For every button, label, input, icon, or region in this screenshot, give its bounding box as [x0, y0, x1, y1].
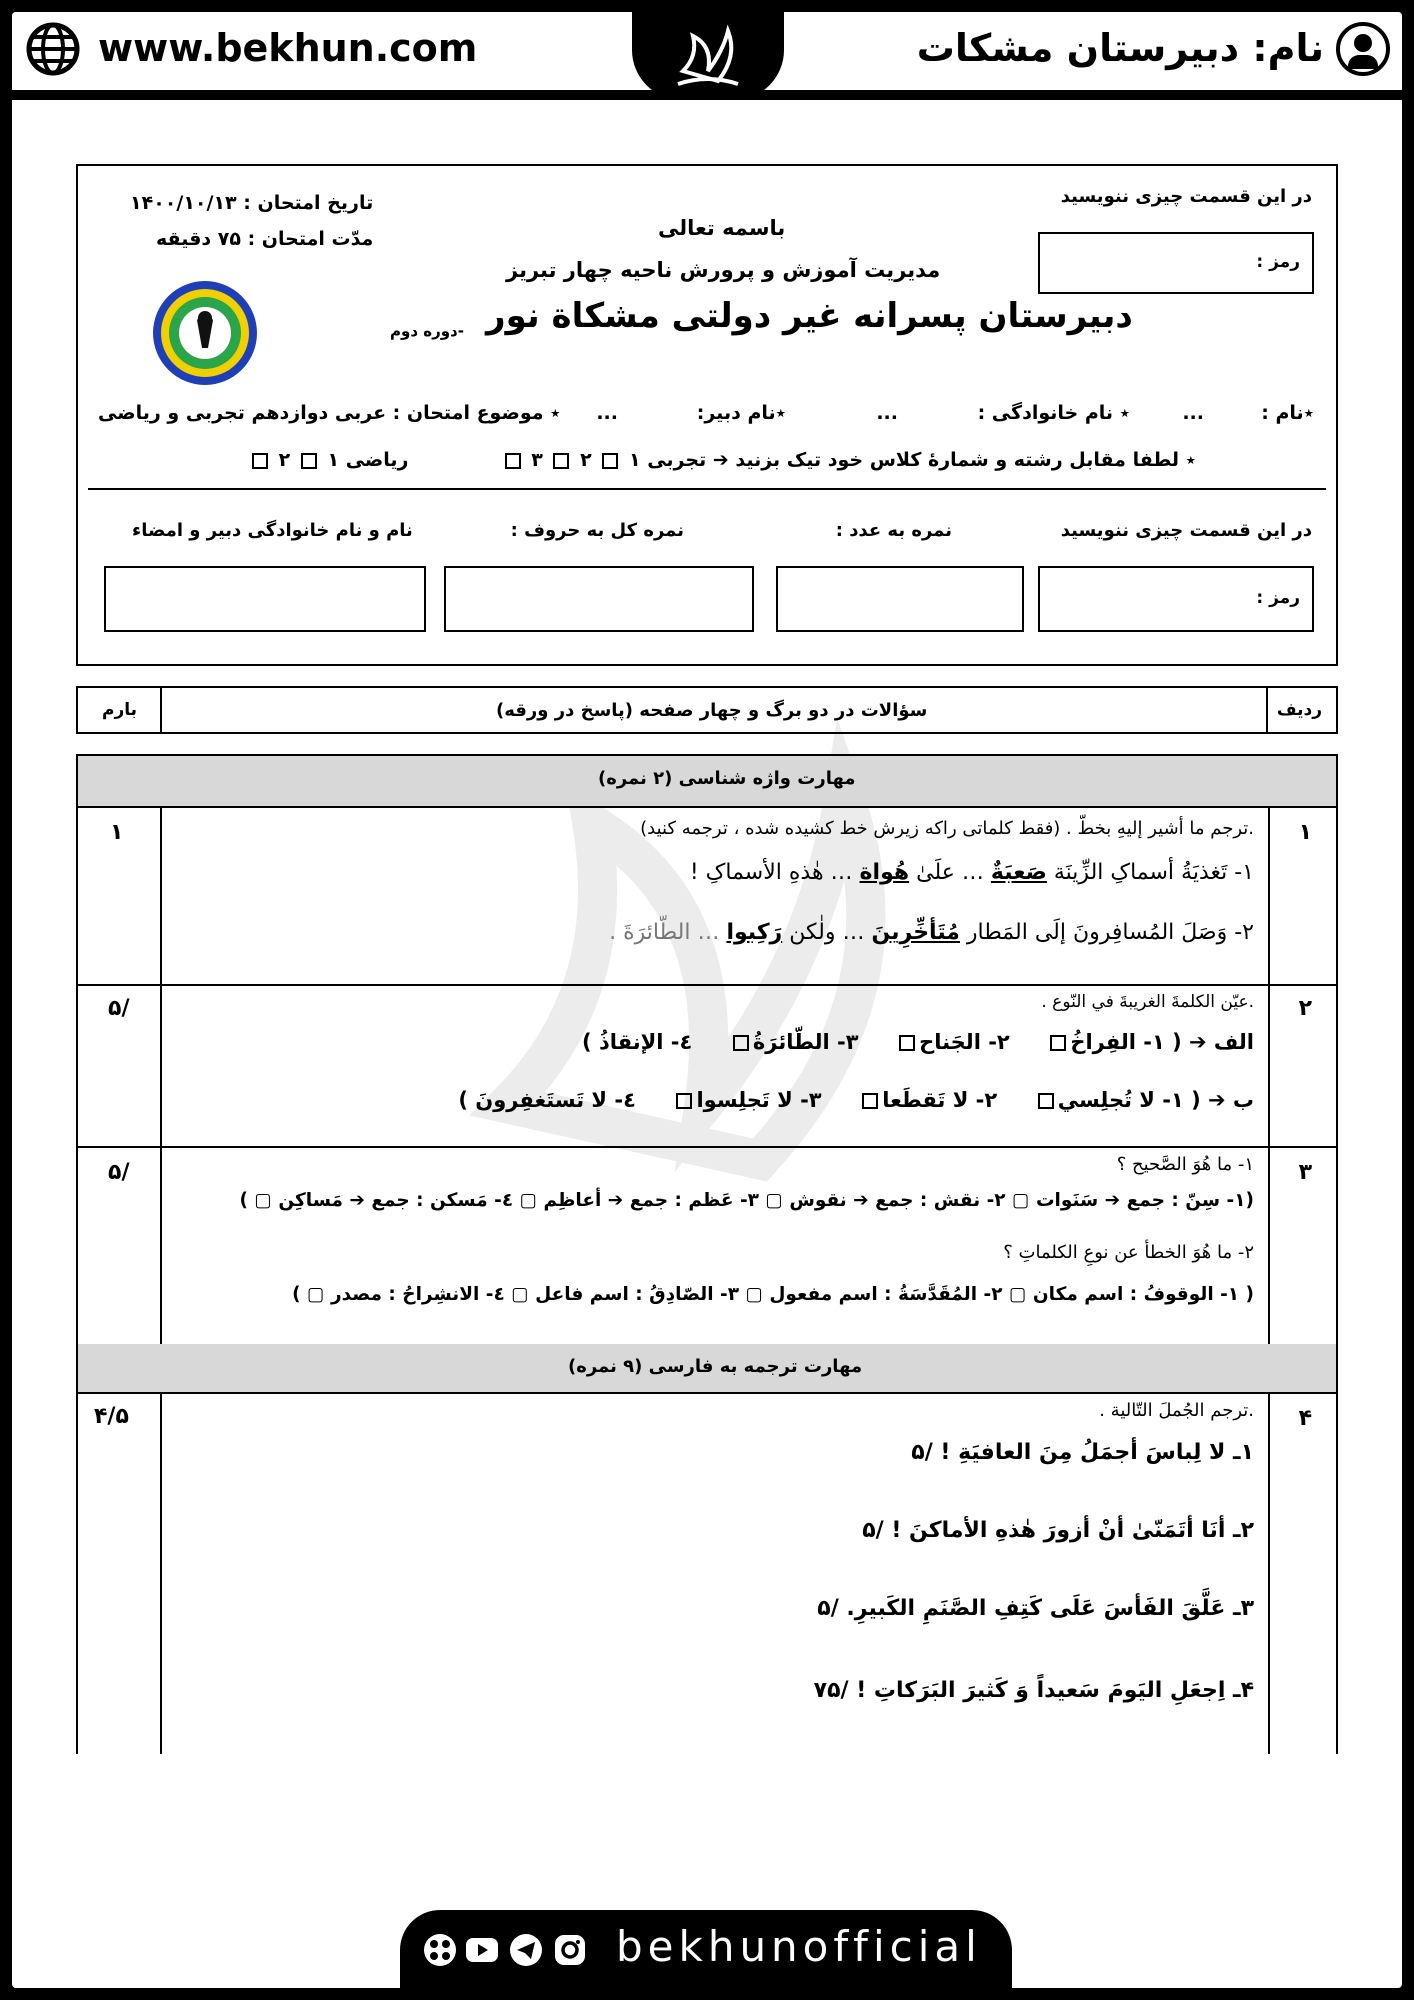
col-header-questions: سؤالات در دو برگ و چهار صفحه (پاسخ در ورقه)	[496, 700, 928, 721]
teacher-name-value[interactable]: ...	[596, 402, 618, 424]
q2a-option-1: ۱- الفِراخُ	[1070, 1030, 1165, 1054]
question-3	[78, 1146, 1336, 1346]
no-write-note-bottom: در این قسمت چیزی ننویسید	[1060, 520, 1312, 541]
question-3-number: ۳	[1298, 1160, 1312, 1185]
q1-line1-c: … علَیٰ	[916, 860, 984, 885]
tick-checkbox-riazi-2[interactable]	[252, 453, 268, 469]
q1-line2-underlined-2: رَکِبوا	[726, 920, 783, 945]
tick-checkbox-tajrobi-3[interactable]	[505, 453, 521, 469]
score-words-label: نمره کل به حروف :	[510, 520, 684, 541]
question-1-score: ۱	[110, 820, 124, 845]
tick-checkbox-tajrobi-2[interactable]	[553, 453, 569, 469]
code-box-top	[1038, 232, 1314, 294]
question-2-prompt: .عیّن الکلمةَ الغریبةَ في النّوع .	[1041, 992, 1254, 1012]
q2b-option-2: ۲- لا تَقطَعا	[882, 1088, 998, 1112]
q2b-checkbox-2[interactable]	[862, 1093, 878, 1109]
question-4-prompt: .ترجم الجُملَ التّالیة .	[1099, 1400, 1254, 1421]
question-1-prompt: .ترجم ما أشیر إلیهِ بخطّ . (فقط کلماتی راکه زیرش خط کشیده شده ، ترجمه کنید)	[640, 818, 1254, 839]
q2b-checkbox-1[interactable]	[1038, 1093, 1054, 1109]
class-tick-row	[501, 449, 1196, 471]
q1-line2-c: … ولٰکن	[789, 920, 865, 945]
ministry-name: مدیریت آموزش و پرورش ناحیه چهار تبریز	[506, 258, 941, 282]
question-4-sentence-2: ۲ـ أنَا أتَمَنّیٰ أنْ أزورَ هٰذهِ الأماکنَ ! /۵	[862, 1518, 1254, 1543]
exam-subject: ٭ موضوع امتحان : عربی دوازدهم تجربی و ریاضی	[98, 402, 561, 424]
exam-header-box	[76, 164, 1338, 666]
question-2-part-a	[582, 1030, 1254, 1054]
user-icon	[1336, 22, 1390, 76]
school-period: -دوره دوم	[390, 322, 464, 340]
banner-divider	[12, 90, 1402, 100]
q1-line1-a: ۱- تَغذیَةُ أسماکِ الزِّینَة	[1053, 860, 1254, 885]
q2b-option-1: ۱- لا تُجلِسي	[1057, 1088, 1184, 1112]
col-header-score: بارم	[102, 700, 138, 720]
column-header-row	[76, 686, 1338, 734]
q2a-checkbox-1[interactable]	[1050, 1035, 1066, 1051]
telegram-icon[interactable]	[508, 1932, 544, 1968]
question-4-sentence-3: ۳ـ عَلَّقَ الفَأسَ عَلَی کَتِفِ الصَّنَمِ الکَبیرِ. /۵	[817, 1596, 1254, 1621]
q2b-option-4: ٤- لا تَستَغفِرونَ )	[458, 1088, 636, 1112]
q2a-option-4: ٤- الإنقاذُ )	[582, 1030, 693, 1054]
question-3-part-2-options: ( ۱- الوقوفُ : اسم مکان ▢ ۲- المُقَدَّسَةُ : اسم مفعول ▢ ۳- الصّادِقُ : اسم فاعل ▢ ٤- الانشِراحُ : مصدر ▢ )	[292, 1284, 1254, 1305]
question-4-sentence-4: ۴ـ اِجعَلِ الیَومَ سَعیداً وَ کَثیرَ البَرَکاتِ ! /۷۵	[813, 1678, 1254, 1703]
website-url[interactable]: www.bekhun.com	[98, 26, 478, 70]
q2a-option-2: ۲- الجَناح	[919, 1030, 1010, 1054]
q1-line1-underlined-2: هُواة	[859, 860, 910, 885]
student-name-label: ٭نام :	[1261, 402, 1314, 424]
question-4-number: ۴	[1298, 1406, 1312, 1431]
question-3-part-1-options: (۱- سِنّ : جمع ➔ سَنَوات ▢ ۲- نقش : جمع ➔ نقوش ▢ ۳- عَظم : جمع ➔ أعاظِم ▢ ٤- مَسکن : جمع ➔ مَساکِن ▢ )	[239, 1190, 1254, 1211]
question-1-line-2	[609, 920, 1254, 945]
tick-instruction: ٭ لطفا مقابل رشته و شمارهٔ کلاس خود تیک بزنید ➔ تجربی ۱	[628, 449, 1196, 471]
family-name-label: ٭ نام خانوادگی :	[977, 402, 1130, 424]
teacher-signature-label: نام و نام خانوادگی دبیر و امضاء	[132, 520, 413, 541]
q1-line1-e: … هٰذهِ الأسماکِ !	[689, 860, 853, 885]
code-label-bottom: رمز :	[1256, 588, 1300, 608]
social-handle[interactable]: bekhunofficial	[616, 1922, 982, 1971]
section-header-vocab	[78, 756, 1336, 808]
question-3-part-2: ۲- ما هُوَ الخطأ عن نوعِ الکلماتِ ؟	[1003, 1242, 1254, 1263]
student-name-value[interactable]: ...	[1182, 402, 1204, 424]
header-divider	[88, 488, 1326, 490]
q2a-option-3: ۳- الطّائرَةُ	[752, 1030, 859, 1054]
question-3-part-1: ۱- ما هُوَ الصَّحیح ؟	[1116, 1154, 1254, 1175]
tick-checkbox-tajrobi-1[interactable]	[602, 453, 618, 469]
tick-label-3: ۳	[531, 449, 543, 471]
q2a-checkbox-3[interactable]	[733, 1035, 749, 1051]
col-divider-right	[1266, 688, 1268, 732]
question-2-part-b	[458, 1088, 1254, 1112]
no-write-note-top: در این قسمت چیزی ننویسید	[1060, 186, 1312, 207]
col-header-row: ردیف	[1276, 700, 1322, 720]
questions-table	[76, 754, 1338, 1754]
q2a-checkbox-2[interactable]	[899, 1035, 915, 1051]
q1-line2-underlined-1: مُتَأخِّرِینَ	[871, 920, 960, 945]
school-title: دبیرستان پسرانه غیر دولتی مشکاة نور	[486, 296, 1133, 336]
aparat-icon[interactable]	[422, 1932, 458, 1968]
youtube-icon[interactable]	[464, 1932, 500, 1968]
q1-line2-e: … الطّائرَةَ .	[609, 920, 720, 945]
bismillah: باسمه تعالی	[658, 216, 786, 240]
math-label-2: ۲	[278, 449, 291, 471]
code-label-top: رمز :	[1256, 252, 1300, 272]
q1-line2-a: ۲- وَصَلَ المُسافِرونَ إلَی المَطار	[966, 920, 1254, 945]
question-4	[78, 1392, 1336, 1756]
question-1-number: ۱	[1298, 820, 1312, 845]
instagram-icon[interactable]	[552, 1932, 588, 1968]
page	[12, 12, 1402, 1988]
question-1-line-1	[690, 860, 1254, 885]
section-title-translation: مهارت ترجمه به فارسی (۹ نمره)	[568, 1356, 863, 1377]
brand-logo	[632, 12, 784, 100]
q1-line1-underlined-1: صَعبَةٌ	[990, 860, 1047, 885]
code-box-bottom	[1038, 566, 1314, 632]
top-banner	[12, 12, 1402, 90]
teacher-name-label: ٭نام دبیر:	[696, 402, 786, 424]
q2a-label: الف ➔ (	[1172, 1030, 1254, 1054]
math-label: ریاضی ۱	[327, 449, 409, 471]
score-number-label: نمره به عدد :	[835, 520, 952, 541]
brand-logo-icon	[668, 16, 748, 96]
exam-date: تاریخ امتحان : ۱۴۰۰/۱۰/۱۳	[130, 192, 374, 214]
teacher-signature-box[interactable]	[104, 566, 426, 632]
exam-duration: مدّت امتحان : ۷۵ دقیقه	[156, 228, 374, 250]
tick-checkbox-riazi-1[interactable]	[301, 453, 317, 469]
exam-sheet	[76, 164, 1338, 1744]
q2b-option-3: ۳- لا تَجلِسوا	[696, 1088, 822, 1112]
school-emblem	[150, 278, 260, 388]
social-footer	[400, 1910, 1012, 1988]
question-1	[78, 806, 1336, 986]
banner-school-name: نام: دبیرستان مشکات	[916, 26, 1324, 70]
col-divider-left	[160, 688, 162, 732]
question-2-score: /۵	[108, 996, 130, 1021]
score-number-box[interactable]	[776, 566, 1024, 632]
family-name-value[interactable]: ...	[876, 402, 898, 424]
question-4-score: ۴/۵	[94, 1404, 129, 1429]
question-2	[78, 984, 1336, 1148]
math-tick-row	[248, 449, 409, 471]
tick-label-2: ۲	[580, 449, 592, 471]
q2b-checkbox-3[interactable]	[676, 1093, 692, 1109]
question-2-number: ۲	[1298, 996, 1312, 1021]
score-words-box[interactable]	[444, 566, 754, 632]
section-header-translation	[78, 1344, 1336, 1394]
globe-icon	[26, 22, 80, 76]
question-4-sentence-1: ۱ـ لا لِباسَ أجمَلُ مِنَ العافیَةِ ! /۵	[911, 1440, 1254, 1465]
section-title-vocab: مهارت واژه شناسی (۲ نمره)	[598, 768, 856, 789]
question-3-score: /۵	[108, 1160, 130, 1185]
q2b-label: ب ➔ (	[1191, 1088, 1254, 1112]
